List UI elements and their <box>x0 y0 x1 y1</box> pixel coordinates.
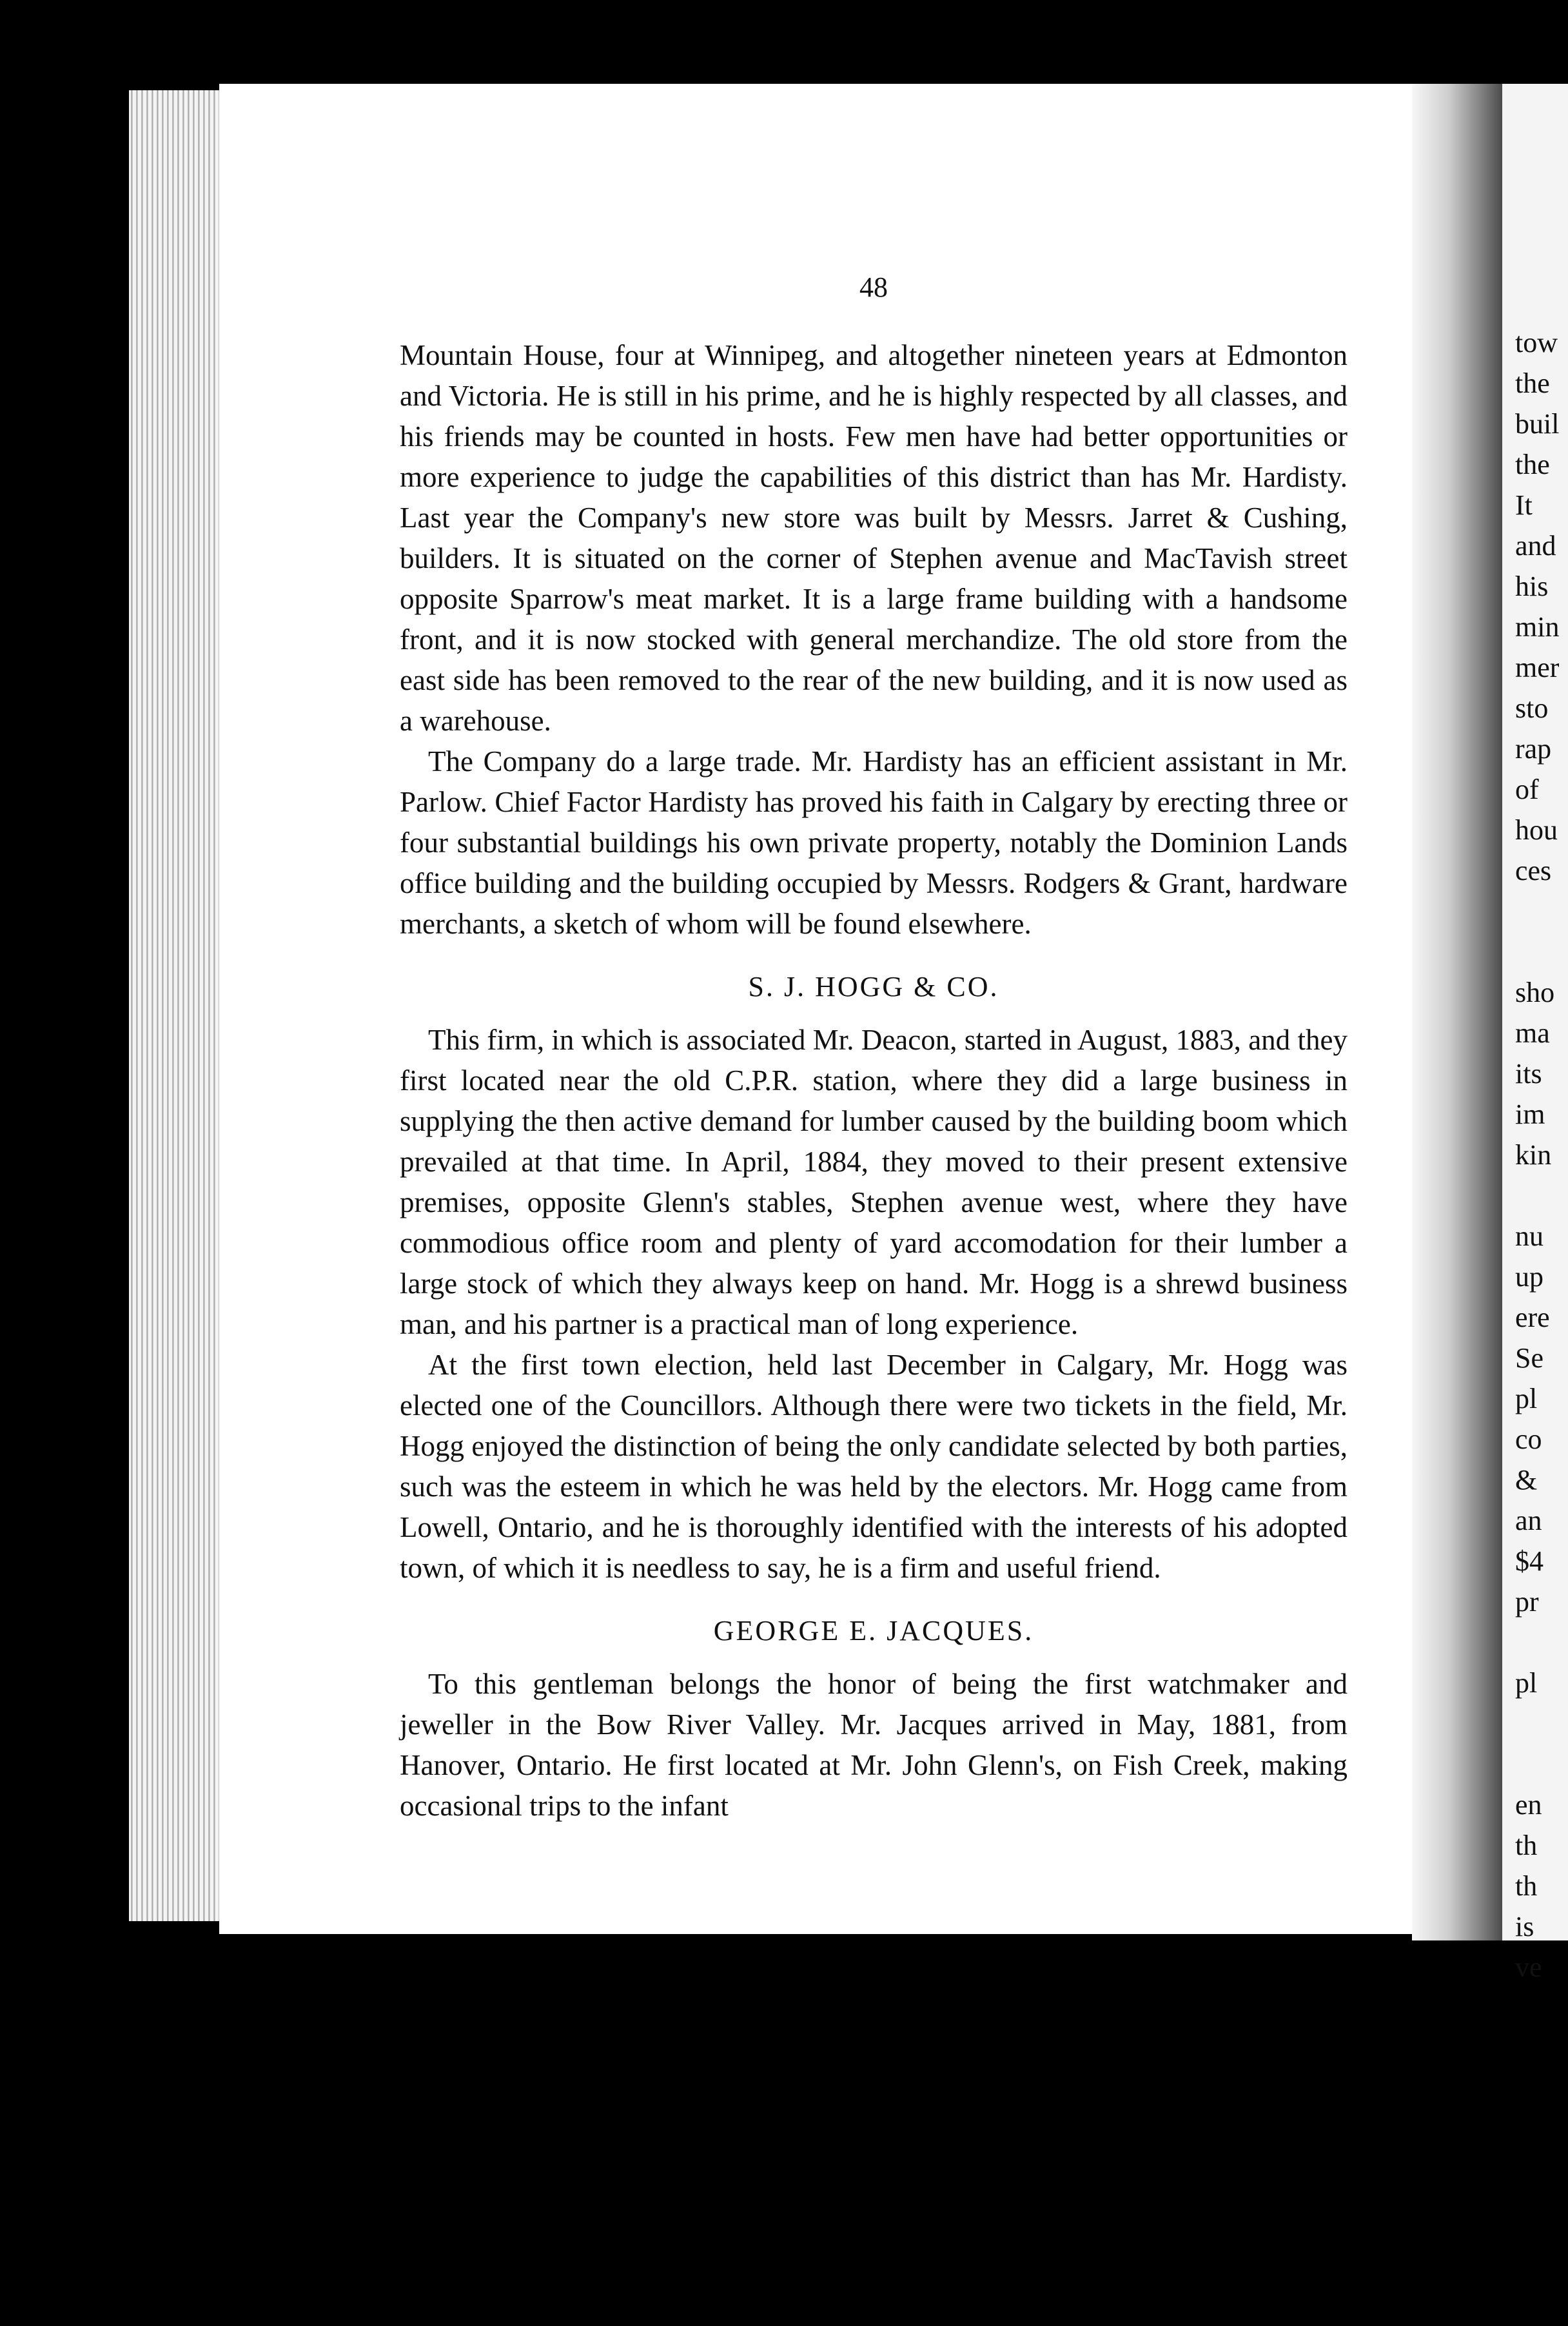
facing-page-fragment: hou <box>1515 814 1558 846</box>
facing-page-fragment: ve <box>1515 1951 1542 1983</box>
facing-page-fragment <box>1515 891 1568 932</box>
paragraph-hardisty-continued: Mountain House, four at Winnipeg, and altogether nineteen years at Edmonton and Victoria. He is still in his prime, and he is highly respected by all classes, and his friends may be counted in hosts. Few men have had better opportunities or more experience to judge the capabilities of this district than has Mr. Hardisty. Last year the Company's new store was built by Messrs. Jarret & Cushing, builders. It is situated on the corner of Stephen avenue and MacTavish street opposite Sparrow's meat market. It is a large frame building with a handsome front, and it is now stocked with general merchandize. The old store from the east side has been removed to the rear of the new building, and it is now used as a warehouse. <box>400 339 1348 737</box>
facing-page-fragment: pl <box>1515 1667 1538 1699</box>
facing-page-fragment <box>1515 1744 1568 1784</box>
facing-page-fragment: and <box>1515 530 1556 562</box>
facing-page-fragment <box>1515 1622 1568 1663</box>
page-body <box>400 335 1348 1826</box>
facing-page-fragment: is <box>1515 1911 1534 1942</box>
facing-page-fragment: $4 <box>1515 1545 1544 1577</box>
facing-page-fragment: pr <box>1515 1586 1539 1617</box>
facing-page-fragment <box>1515 1175 1568 1216</box>
paragraph-company-trade: The Company do a large trade. Mr. Hardisty has an efficient assistant in Mr. Parlow. Chief Factor Hardisty has proved his faith in Calgary by erecting three or four substantial buildings his own private property, notably the Dominion Lands office building and the building occupied by Messrs. Rodgers & Grant, hardware merchants, a sketch of whom will be found elsewhere. <box>400 745 1348 940</box>
page-number: 48 <box>859 271 888 303</box>
paragraph-hogg-firm: This firm, in which is associated Mr. Deacon, started in August, 1883, and they first located near the old C.P.R. station, where they did a large business in supplying the then active demand for lumber caused by the building boom which prevailed at that time. In April, 1884, they moved to their present extensive premises, opposite Glenn's stables, Stephen avenue west, where they have commodious office room and plenty of yard accomodation for their lumber a large stock of which they always keep on hand. Mr. Hogg is a shrewd business man, and his partner is a practical man of long experience. <box>400 1024 1348 1340</box>
facing-page-fragment: kin <box>1515 1139 1552 1171</box>
facing-page-fragment: buil <box>1515 408 1560 440</box>
facing-page-fragment: mer <box>1515 652 1560 683</box>
facing-page-fragment: pl <box>1515 1383 1538 1414</box>
facing-page-fragment: Se <box>1515 1342 1544 1374</box>
facing-page-fragment: th <box>1515 1870 1538 1902</box>
section-heading-jacques: GEORGE E. JACQUES. <box>713 1615 1034 1647</box>
facing-page-fragment: ces <box>1515 855 1552 886</box>
facing-page-fragment: his <box>1515 571 1549 602</box>
facing-page-fragment: an <box>1515 1505 1542 1536</box>
facing-page-fragment: sto <box>1515 692 1549 724</box>
paragraph-jacques: To this gentleman belongs the honor of being the first watchmaker and jeweller in the Bow River Valley. Mr. Jacques arrived in May, 1881, from Hanover, Ontario. He first located at Mr. John Glenn's, on Fish Creek, making occasional trips to the infant <box>400 1668 1348 1822</box>
facing-page-fragment: co <box>1515 1423 1542 1455</box>
section-heading-hogg: S. J. HOGG & CO. <box>748 971 999 1002</box>
facing-page-fragment: tow <box>1515 327 1558 358</box>
facing-page-fragment <box>1515 932 1568 972</box>
facing-page-fragment: rap <box>1515 733 1552 765</box>
facing-page-fragment: the <box>1515 367 1550 399</box>
facing-page-fragment: the <box>1515 449 1550 480</box>
facing-page-fragment: nu <box>1515 1220 1544 1252</box>
facing-page-fragment: en <box>1515 1789 1542 1821</box>
facing-page-fragment: sho <box>1515 977 1555 1008</box>
facing-page-fragment: & <box>1515 1464 1538 1496</box>
facing-page-fragment: th <box>1515 1830 1538 1861</box>
facing-page-fragment <box>1515 1703 1568 1744</box>
facing-page-fragment: min <box>1515 611 1560 643</box>
paragraph-hogg-election: At the first town election, held last December in Calgary, Mr. Hogg was elected one of the Councillors. Although there were two tickets in the field, Mr. Hogg enjoyed the distinction of being the only candidate selected by both parties, such was the esteem in which he was held by the electors. Mr. Hogg came from Lowell, Ontario, and he is thoroughly identified with the interests of his adopted town, of which it is needless to say, he is a firm and useful friend. <box>400 1349 1348 1584</box>
facing-page-text-fragments <box>1515 322 1568 1988</box>
book-page-edges <box>129 90 226 1921</box>
facing-page-fragment: im <box>1515 1099 1545 1130</box>
facing-page-fragment: of <box>1515 774 1539 805</box>
book-gutter-shadow <box>1412 84 1515 1940</box>
facing-page-fragment: up <box>1515 1261 1544 1293</box>
facing-page-fragment: ere <box>1515 1302 1550 1333</box>
facing-page-fragment: ma <box>1515 1017 1550 1049</box>
facing-page-fragment: its <box>1515 1058 1542 1090</box>
facing-page-fragment: It <box>1515 489 1533 521</box>
